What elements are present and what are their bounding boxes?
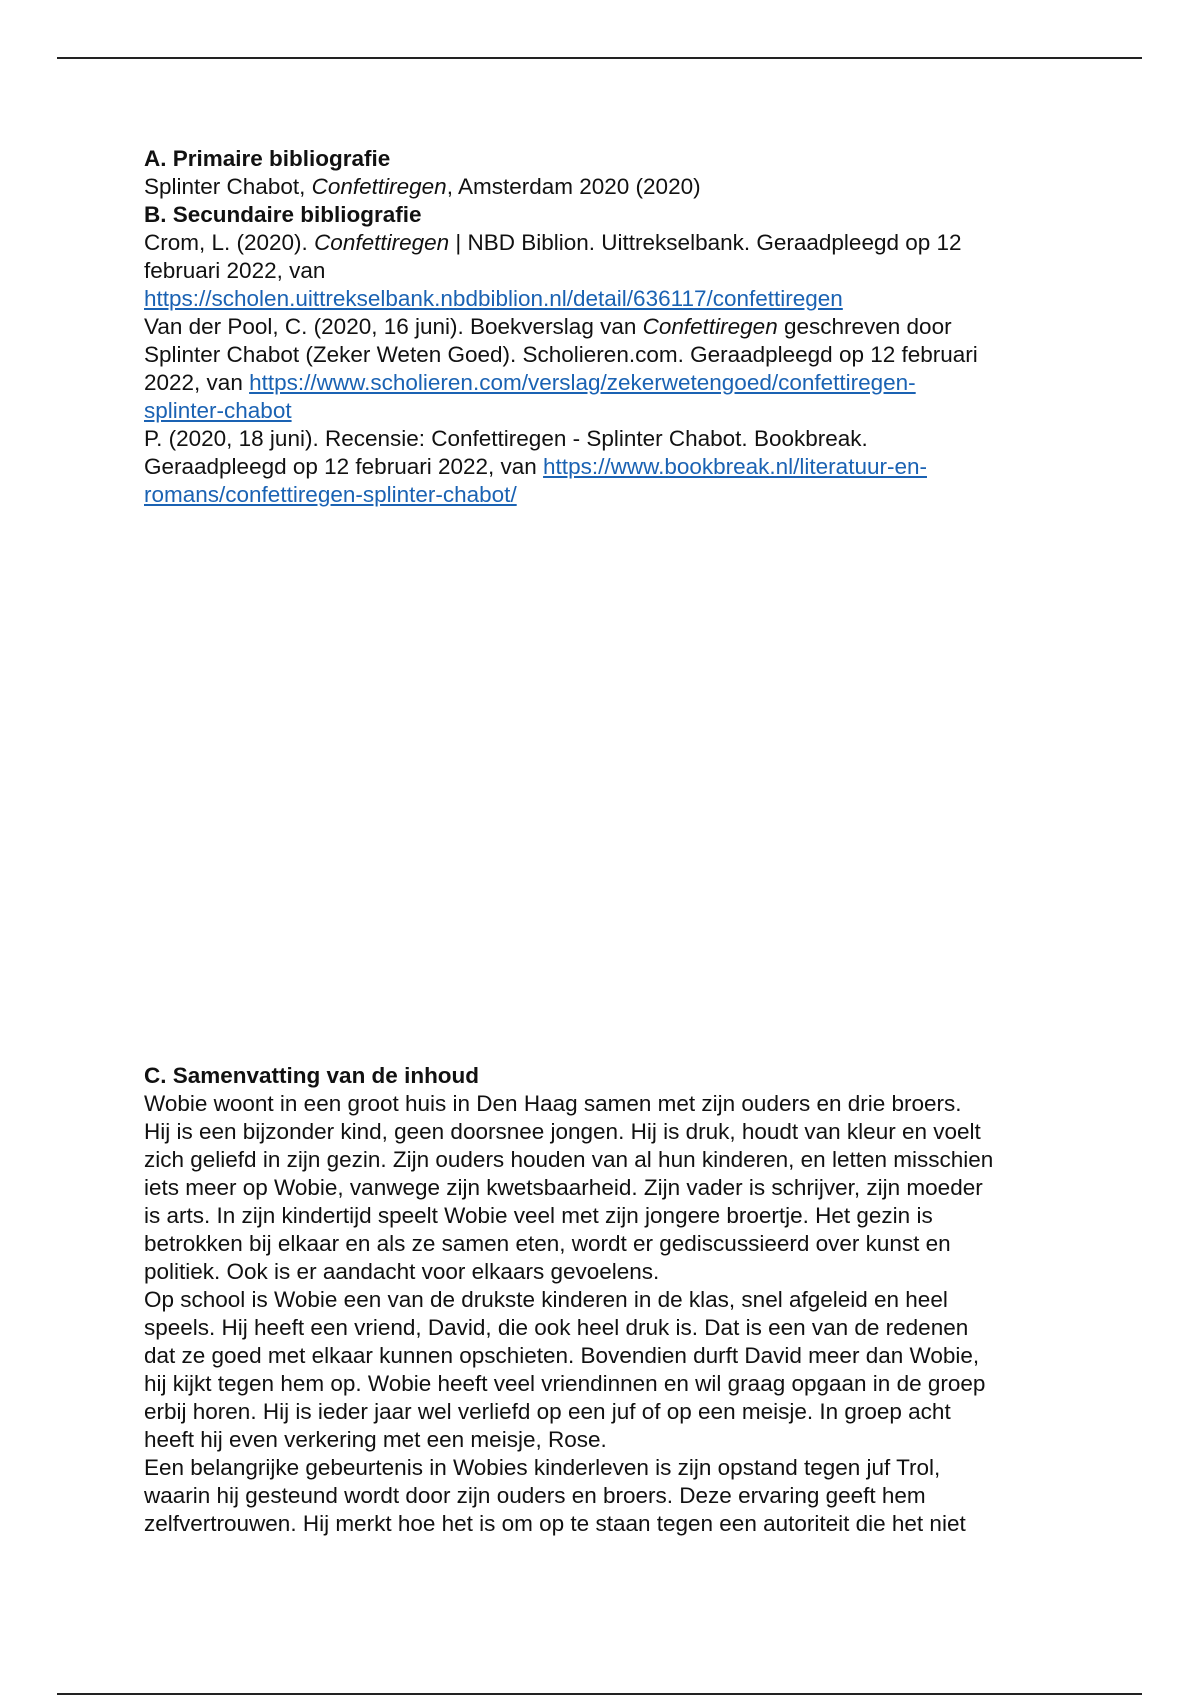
summary-section xyxy=(144,1062,1064,1538)
ref3-line2-pre: Geraadpleegd op 12 februari 2022, van xyxy=(144,454,544,479)
reference-2-link[interactable]: https://www.scholieren.com/verslag/zekerwetengoed/confettiregen- xyxy=(249,370,916,395)
summary-line: speels. Hij heeft een vriend, David, die ook heel druk is. Dat is een van de redenen xyxy=(144,1315,969,1340)
summary-line: erbij horen. Hij is ieder jaar wel verliefd op een juf of op een meisje. In groep acht xyxy=(144,1399,951,1424)
summary-line: dat ze goed met elkaar kunnen opschieten. Bovendien durft David meer dan Wobie, xyxy=(144,1343,980,1368)
reference-3-link[interactable]: https://www.bookbreak.nl/literatuur-en- xyxy=(543,454,927,479)
ref1-title: Confettiregen xyxy=(314,230,450,255)
ref1-pre: Crom, L. (2020). xyxy=(144,230,315,255)
primary-bibliography-entry xyxy=(144,173,1064,201)
entry-author: Splinter Chabot, xyxy=(144,174,312,199)
summary-line: zich geliefd in zijn gezin. Zijn ouders houden van al hun kinderen, en letten misschien xyxy=(144,1147,994,1172)
ref2-line3-pre: 2022, van xyxy=(144,370,250,395)
reference-3-link-continued[interactable]: romans/confettiregen-splinter-chabot/ xyxy=(144,482,517,507)
summary-heading: C. Samenvatting van de inhoud xyxy=(144,1063,480,1088)
reference-3-line-1: P. (2020, 18 juni). Recensie: Confettiregen - Splinter Chabot. Bookbreak. xyxy=(144,426,868,451)
ref2-title: Confettiregen xyxy=(642,314,778,339)
summary-line: iets meer op Wobie, vanwege zijn kwetsbaarheid. Zijn vader is schrijver, zijn moeder xyxy=(144,1175,983,1200)
reference-2-line-2: Splinter Chabot (Zeker Weten Goed). Scholieren.com. Geraadpleegd op 12 februari xyxy=(144,342,978,367)
summary-line: Hij is een bijzonder kind, geen doorsnee jongen. Hij is druk, houdt van kleur en voelt xyxy=(144,1119,981,1144)
summary-line: heeft hij even verkering met een meisje, Rose. xyxy=(144,1427,607,1452)
secondary-bibliography-heading: B. Secundaire bibliografie xyxy=(144,202,422,227)
footer-rule xyxy=(57,1693,1142,1695)
reference-3-line-2 xyxy=(144,453,1064,481)
summary-line: Een belangrijke gebeurtenis in Wobies kinderleven is zijn opstand tegen juf Trol, xyxy=(144,1455,941,1480)
reference-1-link[interactable]: https://scholen.uittrekselbank.nbdbiblion.nl/detail/636117/confettiregen xyxy=(144,286,843,311)
reference-2-link-continued[interactable]: splinter-chabot xyxy=(144,398,292,423)
entry-title: Confettiregen xyxy=(311,174,447,199)
reference-3-url-continued xyxy=(144,481,1064,509)
bibliography-section xyxy=(144,145,1064,509)
reference-1-url-line xyxy=(144,285,1064,313)
ref2-post: geschreven door xyxy=(777,314,952,339)
summary-line: hij kijkt tegen hem op. Wobie heeft veel vriendinnen en wil graag opgaan in de groep xyxy=(144,1371,986,1396)
header-rule xyxy=(57,57,1142,59)
reference-2-line-1 xyxy=(144,313,1064,341)
ref2-pre: Van der Pool, C. (2020, 16 juni). Boekverslag van xyxy=(144,314,643,339)
summary-line: politiek. Ook is er aandacht voor elkaars gevoelens. xyxy=(144,1259,660,1284)
summary-line: Op school is Wobie een van de drukste kinderen in de klas, snel afgeleid en heel xyxy=(144,1287,948,1312)
reference-1-line-2: februari 2022, van xyxy=(144,258,326,283)
summary-line: zelfvertrouwen. Hij merkt hoe het is om op te staan tegen een autoriteit die het niet xyxy=(144,1511,966,1536)
reference-2-line-3 xyxy=(144,369,1064,397)
ref1-post: | NBD Biblion. Uittrekselbank. Geraadpleegd op 12 xyxy=(449,230,962,255)
primary-bibliography-heading: A. Primaire bibliografie xyxy=(144,146,391,171)
reference-2-url-continued xyxy=(144,397,1064,425)
entry-rest: , Amsterdam 2020 (2020) xyxy=(446,174,701,199)
reference-1-line-1 xyxy=(144,229,1064,257)
summary-line: betrokken bij elkaar en als ze samen eten, wordt er gediscussieerd over kunst en xyxy=(144,1231,951,1256)
summary-line: waarin hij gesteund wordt door zijn ouders en broers. Deze ervaring geeft hem xyxy=(144,1483,926,1508)
summary-line: is arts. In zijn kindertijd speelt Wobie veel met zijn jongere broertje. Het gezin is xyxy=(144,1203,933,1228)
summary-line: Wobie woont in een groot huis in Den Haag samen met zijn ouders en drie broers. xyxy=(144,1091,962,1116)
